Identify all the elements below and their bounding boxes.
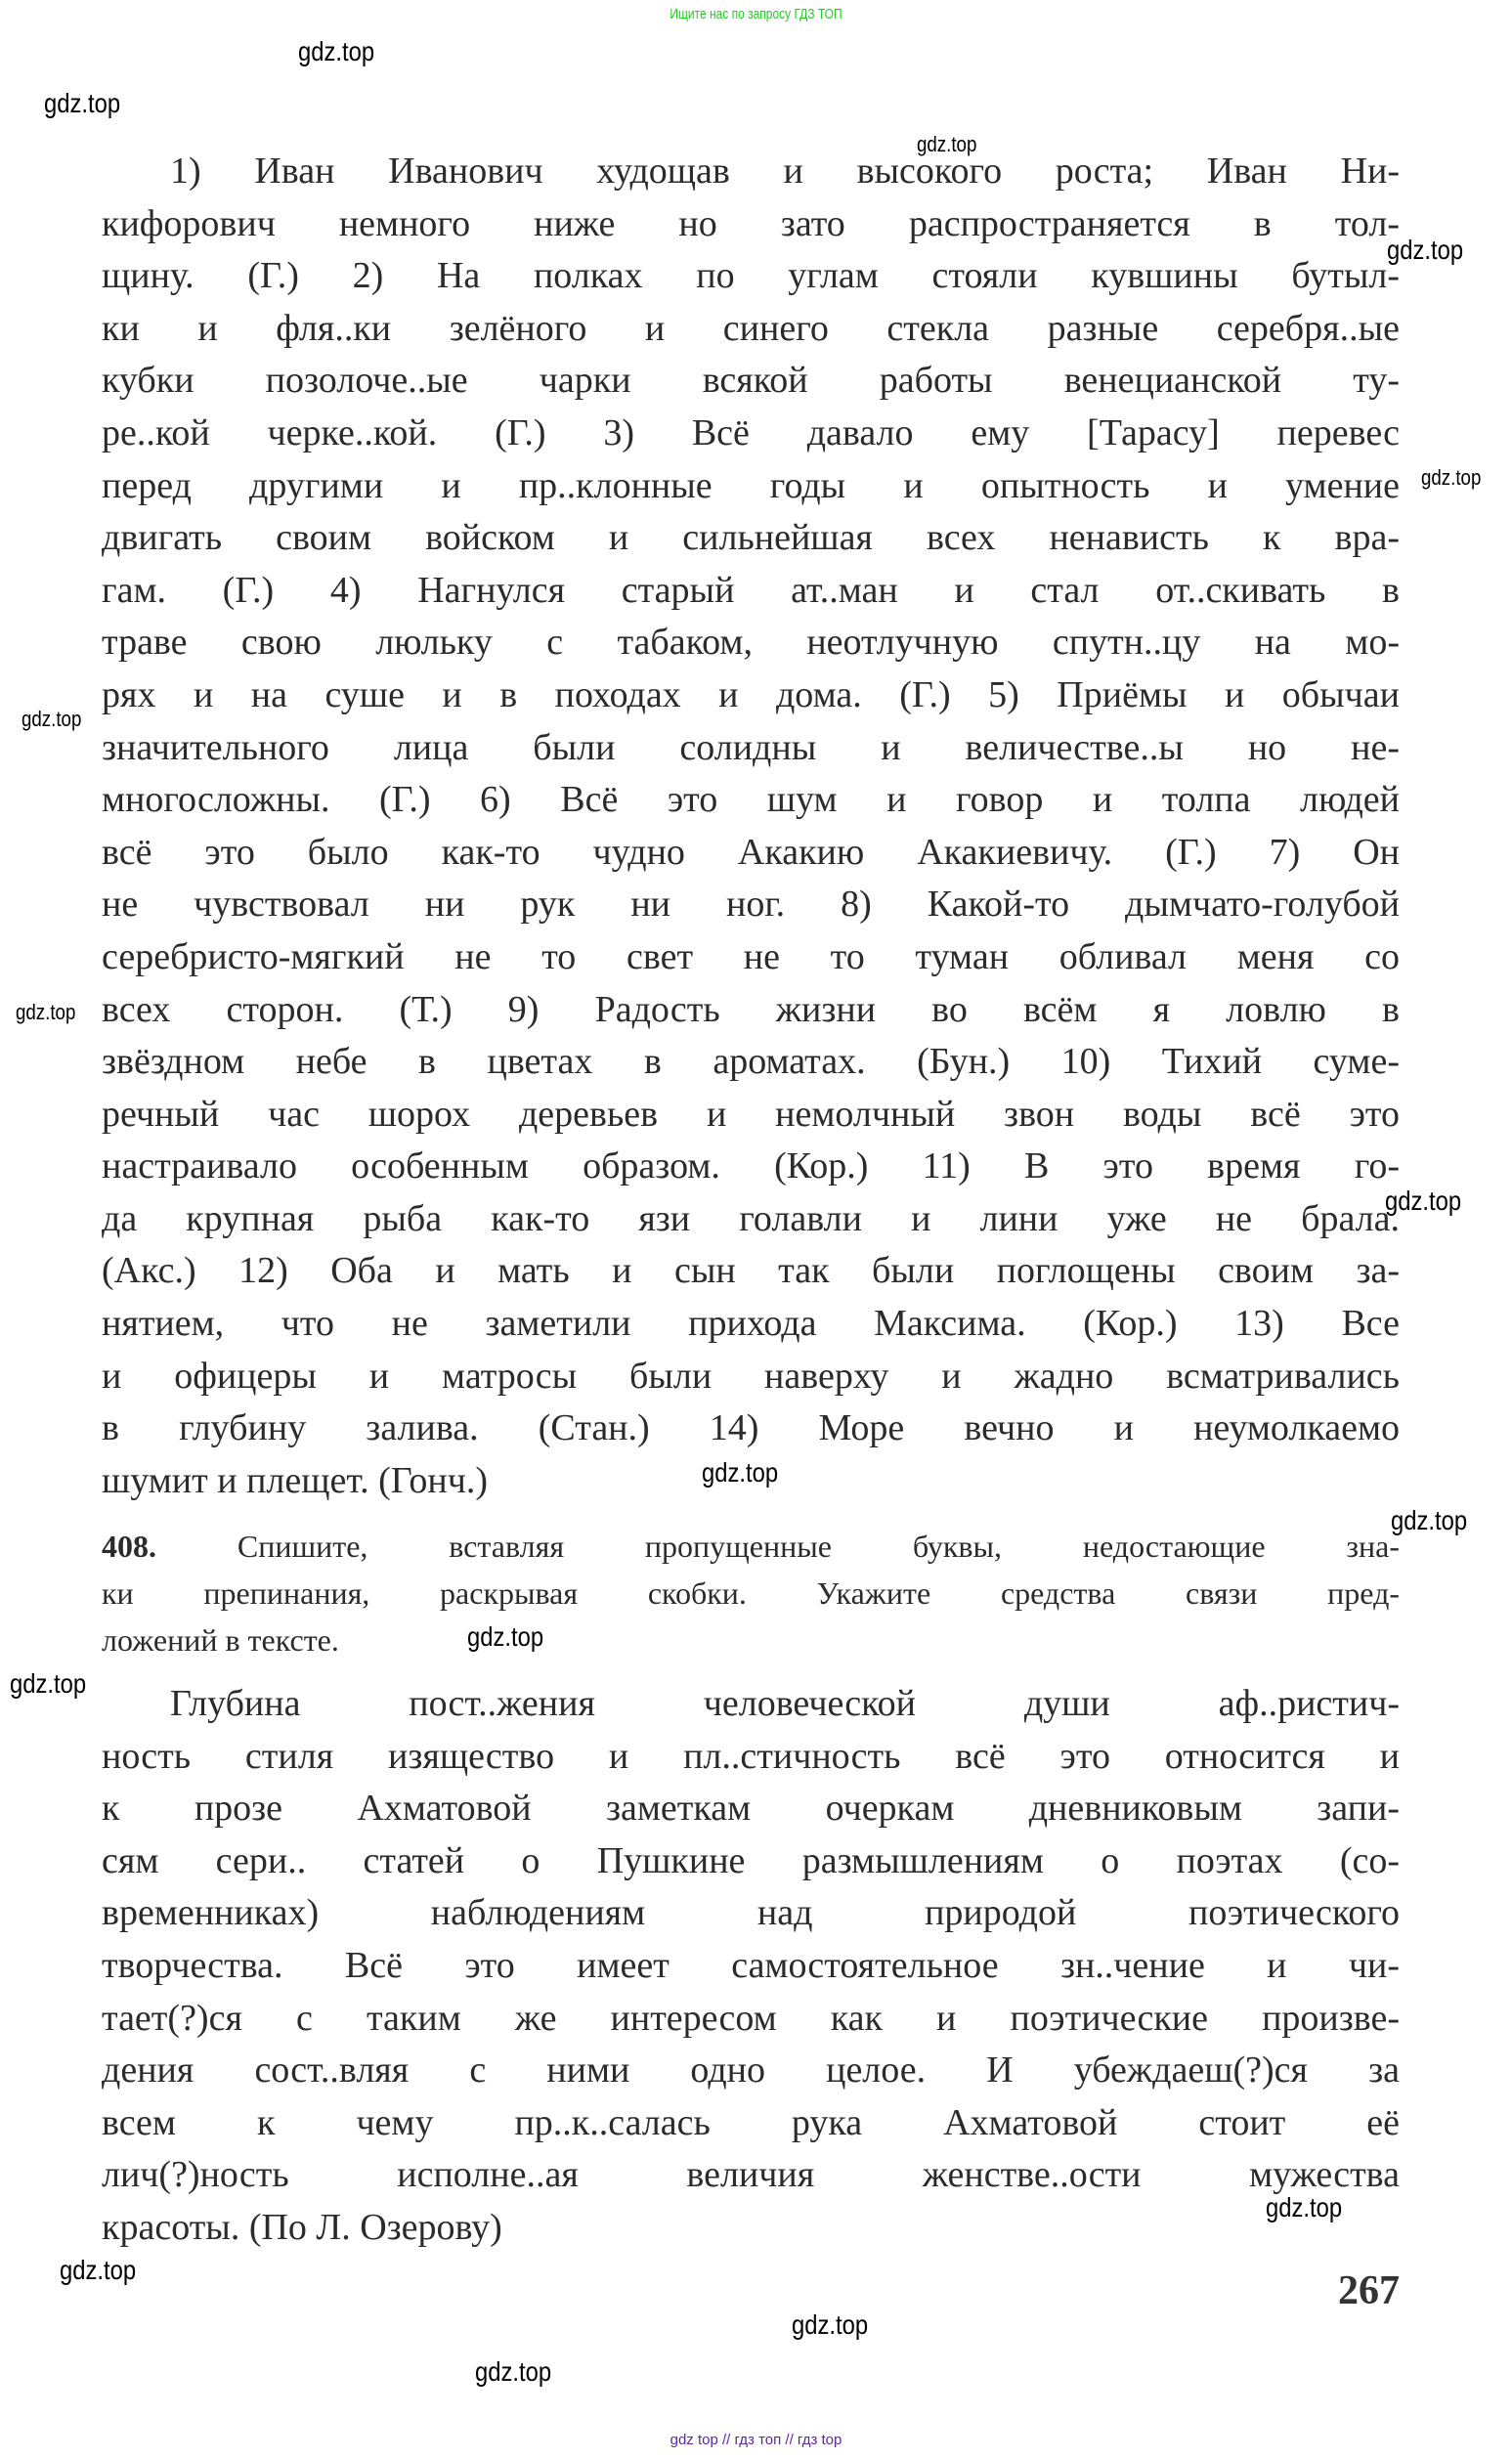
- watermark: gdz.top: [10, 1668, 87, 1699]
- watermark: gdz.top: [792, 2309, 869, 2340]
- text-line: Глубина пост..жения человеческой души аф..ристич-: [170, 1683, 1400, 1724]
- text-line: и офицеры и матросы были наверху и жадно всматривались: [102, 1355, 1400, 1397]
- text-line: речный час шорох деревьев и немолчный звон воды всё это: [102, 1093, 1400, 1135]
- exercise-line: [102, 1523, 1400, 1570]
- text-line: настраивало особенным образом. (Кор.) 11) В это время го-: [102, 1145, 1400, 1187]
- watermark: gdz.top: [1391, 1505, 1468, 1535]
- text-line: 1) Иван Иванович худощав и высокого роста; Иван Ни-: [170, 151, 1400, 192]
- text-line: нятием, что не заметили прихода Максима. (Кор.) 13) Все: [102, 1303, 1400, 1345]
- text-line: всех сторон. (Т.) 9) Радость жизни во всём я ловлю в: [102, 988, 1400, 1030]
- text-line: творчества. Всё это имеет самостоятельное зн..чение и чи-: [102, 1944, 1400, 1986]
- text-line: перед другими и пр..клонные годы и опытность и умение: [102, 464, 1400, 506]
- text-line: дения сост..вляя с ними одно целое. И убеждаеш(?)ся за: [102, 2049, 1400, 2092]
- text-line: сям сери.. статей о Пушкине размышлениям о поэтах (со-: [102, 1839, 1400, 1881]
- text-line: серебристо-мягкий не то свет не то туман обливал меня со: [102, 935, 1400, 977]
- watermark: gdz.top: [702, 1457, 779, 1488]
- text-line: красоты. (По Л. Озерову): [102, 2206, 502, 2248]
- text-line: к прозе Ахматовой заметкам очеркам дневниковым запи-: [102, 1788, 1400, 1830]
- text-line: временниках) наблюдениям над природой поэтического: [102, 1892, 1400, 1934]
- watermark: gdz.top: [917, 132, 977, 156]
- top-banner: Ищите нас по запросу ГДЗ ТОП: [670, 6, 842, 22]
- text-line: звёздном небе в цветах в ароматах. (Бун.) 10) Тихий суме-: [102, 1041, 1400, 1083]
- watermark: gdz.top: [44, 88, 121, 118]
- text-line: ки и фля..ки зелёного и синего стекла разные серебря..ые: [102, 307, 1400, 349]
- text-line: лич(?)ность исполне..ая величия женстве..ости мужества: [102, 2154, 1400, 2196]
- text-line: не чувствовал ни рук ни ног. 8) Какой-то дымчато-голубой: [102, 884, 1400, 926]
- text-line: двигать своим войском и сильнейшая всех ненависть к вра-: [102, 517, 1400, 559]
- watermark: gdz.top: [475, 2356, 552, 2387]
- watermark: gdz.top: [467, 1621, 544, 1652]
- watermark: gdz.top: [298, 36, 375, 66]
- exercise-line: ложений в тексте.: [102, 1622, 339, 1658]
- text-line: кифорович немного ниже но зато распространяется в тол-: [102, 202, 1400, 244]
- text-line: в глубину залива. (Стан.) 14) Море вечно и неумолкаемо: [102, 1407, 1400, 1449]
- text-line: тает(?)ся с таким же интересом как и поэтические произве-: [102, 1997, 1400, 2039]
- bottom-banner: gdz top // гдз топ // гдз top: [670, 2432, 842, 2448]
- watermark: gdz.top: [1385, 1186, 1462, 1216]
- watermark: gdz.top: [1387, 235, 1464, 265]
- text-line: рях и на суше и в походах и дома. (Г.) 5) Приёмы и обычаи: [102, 673, 1400, 715]
- text-line: всем к чему пр..к..салась рука Ахматовой стоит её: [102, 2101, 1400, 2143]
- text-line: ре..кой черке..кой. (Г.) 3) Всё давало ему [Тарасу] перевес: [102, 411, 1400, 453]
- watermark: gdz.top: [1421, 465, 1482, 490]
- exercise-number: 408.: [102, 1529, 156, 1564]
- text-line: гам. (Г.) 4) Нагнулся старый ат..ман и стал от..скивать в: [102, 569, 1400, 611]
- exercise-text-block: [102, 1678, 1400, 2255]
- watermark: gdz.top: [60, 2255, 137, 2285]
- watermark: gdz.top: [16, 1000, 76, 1024]
- text-line: (Акс.) 12) Оба и мать и сын так были поглощены своим за-: [102, 1250, 1400, 1292]
- text-line: шумит и плещет. (Гонч.): [102, 1459, 489, 1501]
- text-line: щину. (Г.) 2) На полках по углам стояли кувшины бутыл-: [102, 255, 1400, 297]
- text-line: кубки позолоче..ые чарки всякой работы венецианской ту-: [102, 360, 1400, 402]
- exercise-text: Спишите, вставляя пропущенные буквы, недостающие зна-: [237, 1529, 1401, 1564]
- exercise-line: ки препинания, раскрывая скобки. Укажите средства связи пред-: [102, 1575, 1400, 1611]
- exercise-task: [102, 1523, 1400, 1663]
- watermark: gdz.top: [1266, 2192, 1343, 2222]
- text-line: ность стиля изящество и пл..стичность всё это относится и: [102, 1735, 1400, 1777]
- text-line: всё это было как-то чудно Акакию Акакиевичу. (Г.) 7) Он: [102, 831, 1400, 873]
- text-line: многосложны. (Г.) 6) Всё это шум и говор и толпа людей: [102, 779, 1400, 821]
- watermark: gdz.top: [22, 707, 82, 731]
- text-line: да крупная рыба как-то язи голавли и лини уже не брала.: [102, 1197, 1400, 1239]
- sentences-block: [102, 146, 1400, 1507]
- page-number: 267: [1338, 2268, 1400, 2313]
- text-line: значительного лица были солидны и величестве..ы но не-: [102, 726, 1400, 768]
- text-line: траве свою люльку с табаком, неотлучную спутн..цу на мо-: [102, 622, 1400, 664]
